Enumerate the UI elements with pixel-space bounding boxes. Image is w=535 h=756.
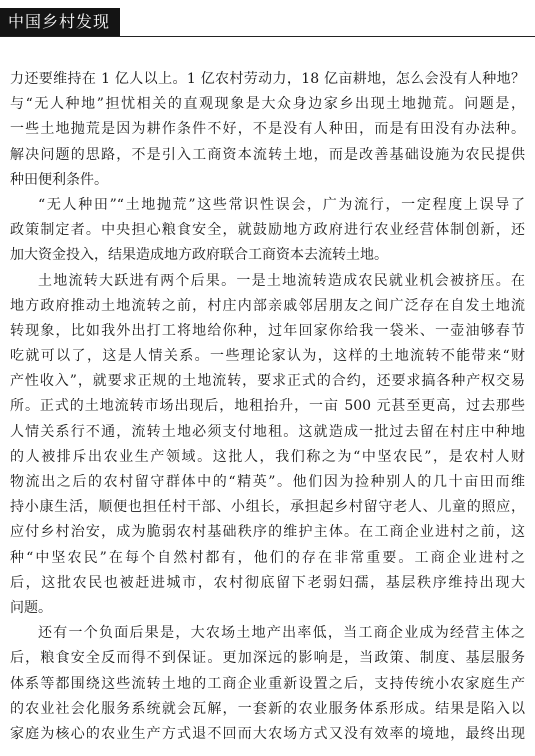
text-line: 的人被排斥出农业生产领域。这批人，我们称之为“中坚农民”，是农村人财 bbox=[10, 448, 525, 465]
text-line: 产性收入”，就要求正规的土地流转，要求正式的合约，还要求搞各种产权交易 bbox=[10, 373, 525, 390]
text-line: 后，这批农民也被赶进城市，农村彻底留下老弱妇孺，基层秩序维持出现大 bbox=[10, 574, 525, 591]
text-line: 加大资金投入，结果造成地方政府联合工商资本去流转土地。 bbox=[10, 247, 388, 264]
text-line: 问题。 bbox=[10, 599, 52, 616]
text-line: 应付乡村治安，成为脆弱农村基础秩序的维护主体。在工商企业进村之前，这 bbox=[10, 524, 525, 541]
text-line: 体系等都围绕这些流转土地的工商企业重新设置之后，支持传统小农家庭生产 bbox=[10, 675, 525, 692]
paragraph bbox=[10, 193, 525, 269]
text-line: 力还要维持在 1 亿人以上。1 亿农村劳动力，18 亿亩耕地，怎么会没有人种地？ bbox=[10, 71, 525, 87]
text-line: 解决问题的思路，不是引入工商资本流转土地，而是改善基础设施为农民提供 bbox=[10, 146, 525, 163]
paragraph bbox=[10, 269, 525, 622]
article-body bbox=[10, 67, 525, 747]
paragraph bbox=[10, 67, 525, 193]
text-line: 物流出之后的农村留守群体中的“精英”。他们因为捡种别人的几十亩田而维 bbox=[10, 474, 525, 490]
text-line: 地方政府推动土地流转之前，村庄内部亲戚邻居朋友之间广泛存在自发土地流 bbox=[10, 297, 525, 314]
header-divider bbox=[0, 36, 535, 37]
text-line: “无人种田”“土地抛荒”这些常识性误会，广为流行，一定程度上误导了 bbox=[38, 196, 525, 213]
text-line: 种“中坚农民”在每个自然村都有，他们的存在非常重要。工商企业进村之 bbox=[10, 549, 525, 566]
text-line: 人情关系行不通，流转土地必须支付地租。这就造成一批过去留在村庄中种地 bbox=[10, 423, 525, 440]
text-line: 的农业社会化服务系统就会瓦解，一套新的农业服务体系形成。结果是陷入以 bbox=[10, 700, 525, 717]
section-header-tag: 中国乡村发现 bbox=[0, 8, 120, 36]
text-line: 与“无人种地”担忧相关的直观现象是大众身边家乡出现土地抛荒。问题是， bbox=[10, 96, 525, 113]
text-line: 土地流转大跃进有两个后果。一是土地流转造成农民就业机会被挤压。在 bbox=[38, 272, 525, 289]
text-line: 种田便利条件。 bbox=[10, 171, 108, 188]
text-line: 政策制定者。中央担心粮食安全，就鼓励地方政府进行农业经营体制创新，还 bbox=[10, 222, 525, 239]
paragraph bbox=[10, 621, 525, 747]
text-line: 还有一个负面后果是，大农场土地产出率低，当工商企业成为经营主体之 bbox=[38, 625, 525, 642]
text-line: 后，粮食安全反而得不到保证。更加深远的影响是，当政策、制度、基层服务 bbox=[10, 650, 525, 667]
text-line: 持小康生活，顺便也担任村干部、小组长，承担起乡村留守老人、儿童的照应， bbox=[10, 499, 525, 516]
text-line: 转现象，比如我外出打工将地给你种，过年回家你给我一袋米、一壶油够春节 bbox=[10, 322, 525, 339]
text-line: 家庭为核心的农业生产方式退不回而大农场方式又没有效率的境地，最终出现 bbox=[10, 725, 525, 742]
text-line: 所。正式的土地流转市场出现后，地租抬升，一亩 500 元甚至更高，过去那些 bbox=[10, 398, 525, 415]
text-line: 吃就可以了，这是人情关系。一些理论家认为，这样的土地流转不能带来“财 bbox=[10, 348, 525, 365]
text-line: 一些土地抛荒是因为耕作条件不好，不是没有人种田，而是有田没有办法种。 bbox=[10, 121, 525, 138]
